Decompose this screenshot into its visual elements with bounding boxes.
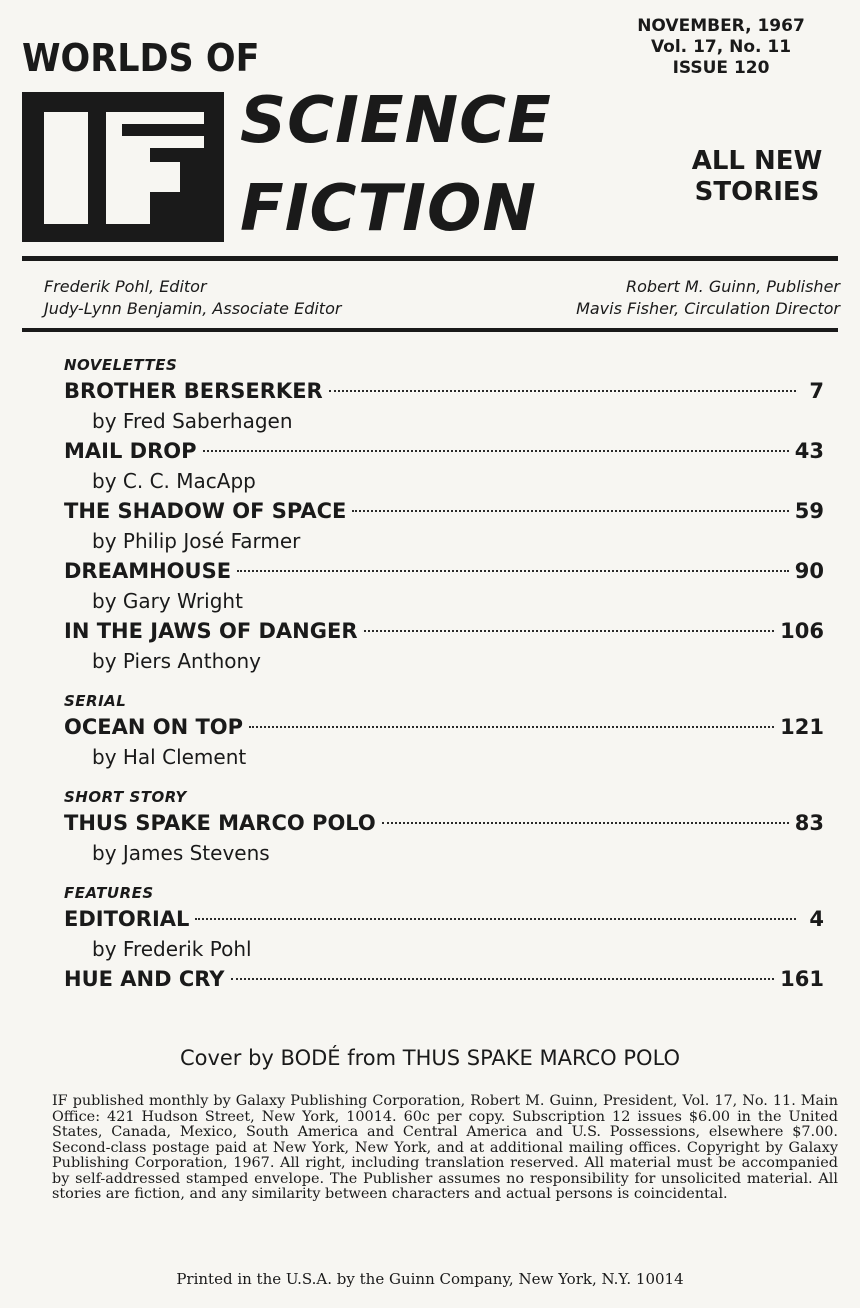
- leader-dots: [237, 570, 789, 572]
- toc-author: by Frederik Pohl: [92, 937, 252, 961]
- leader-dots: [231, 978, 775, 980]
- issue-info: [626, 16, 816, 79]
- toc-page-number: 4: [809, 907, 824, 931]
- toc-page-number: 121: [780, 715, 824, 739]
- toc-page-number: 59: [794, 499, 824, 523]
- toc-entry[interactable]: [64, 556, 824, 616]
- staff-circulation: Mavis Fisher, Circulation Director: [576, 299, 840, 318]
- masthead-science: SCIENCE: [240, 84, 552, 158]
- leader-dots: [352, 510, 788, 512]
- staff-associate-editor: Judy-Lynn Benjamin, Associate Editor: [44, 299, 342, 318]
- toc-author: by Hal Clement: [92, 745, 247, 769]
- toc-title: IN THE JAWS OF DANGER: [64, 619, 358, 643]
- toc-title: HUE AND CRY: [64, 967, 225, 991]
- toc-title: DREAMHOUSE: [64, 559, 232, 583]
- if-logo-letter-i: [44, 112, 88, 224]
- toc-entry[interactable]: [64, 808, 824, 868]
- section-heading-short-story: SHORT STORY: [64, 788, 187, 806]
- tagline-line-1: ALL NEW: [691, 146, 823, 176]
- toc-author: by Gary Wright: [92, 589, 243, 613]
- toc-title: BROTHER BERSERKER: [64, 379, 323, 403]
- toc-page-number: 161: [780, 967, 824, 991]
- toc-page-number: 83: [794, 811, 824, 835]
- toc-entry[interactable]: [64, 436, 824, 496]
- issue-number: ISSUE 120: [672, 58, 770, 78]
- toc-page-number: 106: [780, 619, 824, 643]
- if-logo-inner-line: [122, 124, 204, 136]
- leader-dots: [195, 918, 796, 920]
- toc-author: by Fred Saberhagen: [92, 409, 293, 433]
- staff-editors: [44, 276, 341, 320]
- leader-dots: [203, 450, 789, 452]
- staff-publisher: Robert M. Guinn, Publisher: [626, 277, 840, 296]
- issue-date: NOVEMBER, 1967: [637, 16, 805, 36]
- section-heading-features: FEATURES: [64, 884, 154, 902]
- leader-dots: [382, 822, 789, 824]
- toc-title: MAIL DROP: [64, 439, 197, 463]
- tagline-line-2: STORIES: [694, 177, 820, 207]
- toc-author: by C. C. MacApp: [92, 469, 256, 493]
- divider-top: [22, 256, 838, 261]
- toc-entry[interactable]: [64, 964, 824, 994]
- toc-page-number: 90: [794, 559, 824, 583]
- toc-page-number: 43: [794, 439, 824, 463]
- if-logo-letter-f-mid: [106, 162, 180, 192]
- toc-author: by James Stevens: [92, 841, 270, 865]
- leader-dots: [364, 630, 775, 632]
- toc-entry[interactable]: [64, 496, 824, 556]
- toc-title: OCEAN ON TOP: [64, 715, 244, 739]
- printer-line: Printed in the U.S.A. by the Guinn Company, New York, N.Y. 10014: [176, 1270, 684, 1288]
- tagline: [682, 146, 832, 208]
- toc-page-number: 7: [809, 379, 824, 403]
- if-logo: [22, 92, 224, 242]
- toc-title: THUS SPAKE MARCO POLO: [64, 811, 376, 835]
- toc-author: by Piers Anthony: [92, 649, 261, 673]
- staff-editor: Frederik Pohl, Editor: [44, 277, 207, 296]
- masthead-worlds-of: WORLDS OF: [22, 36, 260, 80]
- toc-title: EDITORIAL: [64, 907, 190, 931]
- divider-bottom: [22, 328, 838, 332]
- cover-credit: Cover by BODÉ from THUS SPAKE MARCO POLO: [179, 1046, 681, 1070]
- toc-entry[interactable]: [64, 904, 824, 964]
- leader-dots: [329, 390, 796, 392]
- table-of-contents: [64, 354, 824, 994]
- section-heading-serial: SERIAL: [64, 692, 127, 710]
- toc-entry[interactable]: [64, 376, 824, 436]
- masthead-fiction: FICTION: [240, 172, 537, 246]
- section-heading-novelettes: NOVELETTES: [64, 356, 178, 374]
- toc-author: by Philip José Farmer: [92, 529, 301, 553]
- toc-entry[interactable]: [64, 616, 824, 676]
- toc-entry[interactable]: [64, 712, 824, 772]
- toc-title: THE SHADOW OF SPACE: [64, 499, 347, 523]
- publication-notice: IF published monthly by Galaxy Publishing Corporation, Robert M. Guinn, President, Vol. 17, No. 11. Main Office: 421 Hudson Street, New York, 10014. 60c per copy. Subscription 12 issues $6.00 in the United States, Canada, Mexico, South America and Central America and U.S. Possessions, elsewhere $7.00. Second-class postage paid at New York, New York, and at additional mailing offices. Copyright by Galaxy Publishing Corporation, 1967. All right, including translation reserved. All material must be accompanied by self-addressed stamped envelope. The Publisher assumes no responsibility for unsolicited material. All stories are fiction, and any similarity between characters and actual persons is coincidental.: [52, 1093, 838, 1202]
- leader-dots: [249, 726, 774, 728]
- issue-volume: Vol. 17, No. 11: [650, 37, 792, 57]
- staff-publishers: [576, 276, 840, 320]
